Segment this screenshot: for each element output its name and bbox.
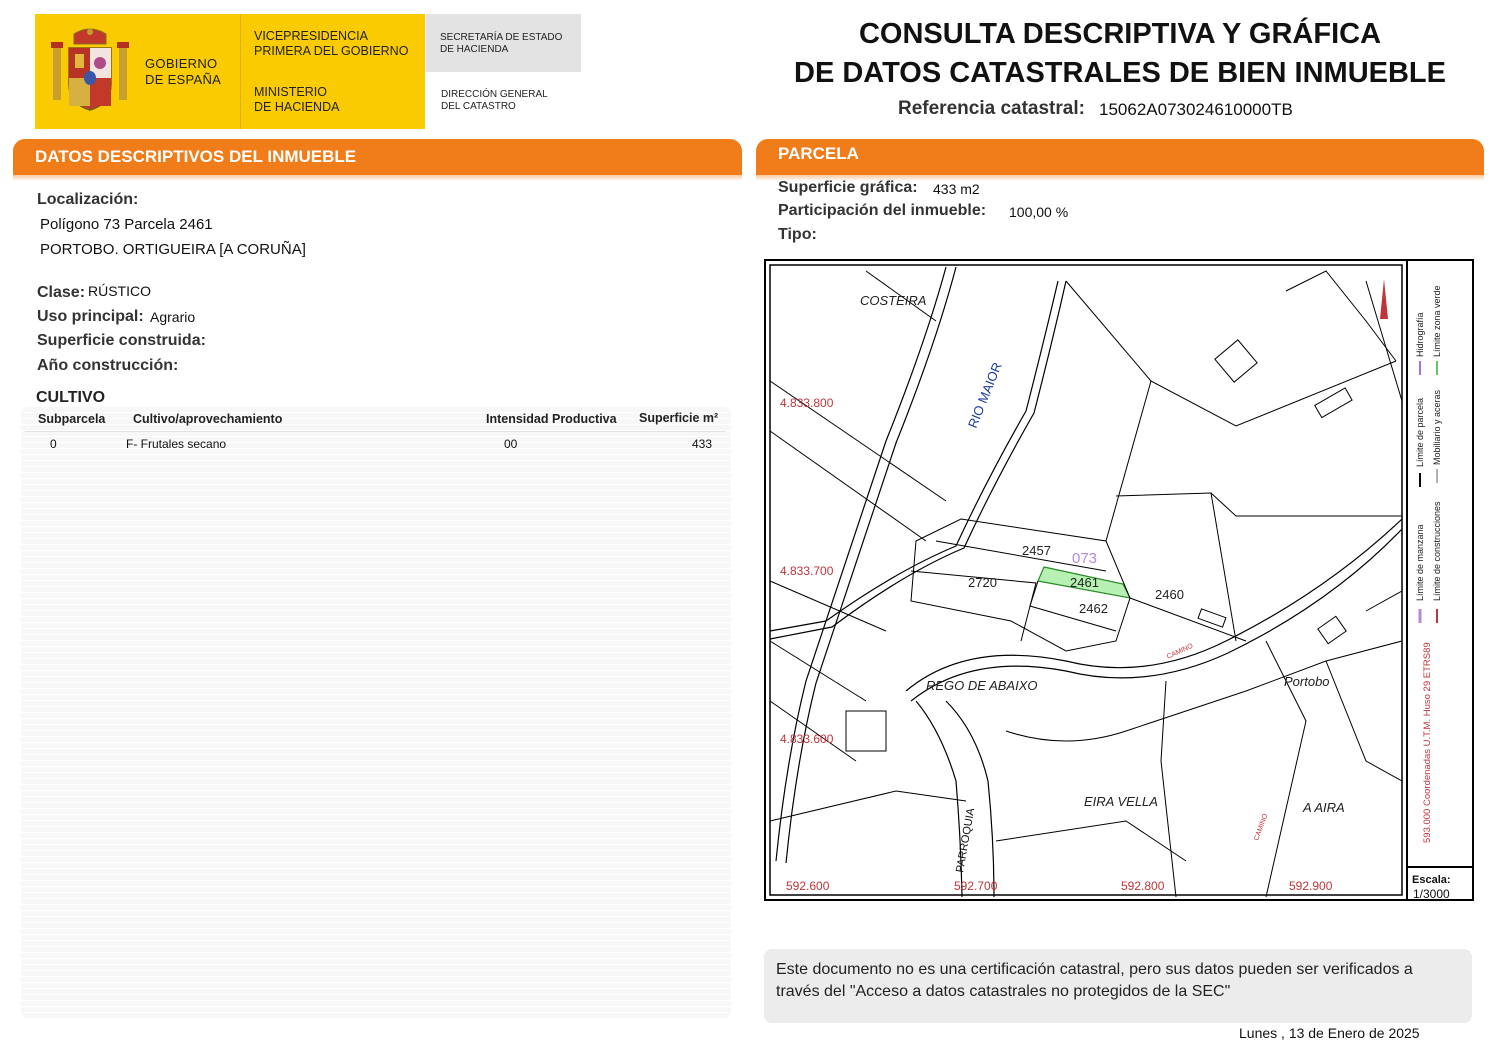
subparcel-header: Subparcela <box>38 412 106 426</box>
government-name: GOBIERNO DE ESPAÑA <box>145 56 222 87</box>
graphic-surface-value: 433 m2 <box>933 181 980 197</box>
secretary-label: SECRETARÍA DE ESTADO DE HACIENDA <box>440 32 563 55</box>
main-use-value: Agrario <box>150 309 196 325</box>
cadastral-reference-label: Referencia catastral: <box>898 98 1085 119</box>
participation-value: 100,00 % <box>1009 204 1069 220</box>
parcel-number: 2720 <box>968 575 997 590</box>
built-area-label: Superficie construida: <box>37 332 206 349</box>
ministry-label: MINISTERIO DE HACIENDA <box>254 85 340 114</box>
table-row-crop: F- Frutales secano <box>126 437 227 451</box>
river-label: RIO MAIOR <box>964 360 1005 431</box>
scale-value: 1/3000 <box>1413 887 1450 901</box>
class-value: RÚSTICO <box>88 283 151 299</box>
scale-label: Escala: <box>1412 874 1451 886</box>
location-label: Localización: <box>37 191 139 208</box>
table-row-surface: 433 <box>692 437 713 451</box>
descriptive-section-header: DATOS DESCRIPTIVOS DEL INMUEBLE <box>13 139 742 175</box>
y-coordinate-label: 4.833.700 <box>780 564 834 578</box>
surface-header: Superficie m² <box>639 411 719 425</box>
legend-label: Límite de parcela <box>1415 397 1425 467</box>
legend-label: Límite zona verde <box>1432 285 1442 357</box>
type-label: Tipo: <box>778 226 817 243</box>
place-label: COSTEIRA <box>860 293 927 308</box>
road-label: CAMINO <box>1253 812 1270 842</box>
construction-year-label: Año construcción: <box>37 357 179 374</box>
x-coordinate-label: 592.900 <box>1289 879 1333 893</box>
document-title: CONSULTA DESCRIPTIVA Y GRÁFICA DE DATOS CATASTRALES DE BIEN INMUEBLE <box>794 18 1446 89</box>
table-row-intensity: 00 <box>504 437 518 451</box>
north-arrow-icon <box>1380 279 1388 319</box>
legend-label: Mobiliario y aceras <box>1432 389 1442 465</box>
legend-label: Límite de construcciones <box>1432 501 1442 601</box>
main-use-label: Uso principal: <box>37 308 144 325</box>
map-legend <box>1406 261 1474 899</box>
legend-label: Límite de manzana <box>1415 524 1425 601</box>
x-coordinate-label: 592.700 <box>954 879 998 893</box>
directorate-label: DIRECCIÓN GENERAL DEL CATASTRO <box>441 89 548 112</box>
coordinate-system-label: 593.000 Coordenadas U.T.M. Huso 29 ETRS89 <box>1422 642 1433 843</box>
cultivation-title: CULTIVO <box>36 389 106 406</box>
x-coordinate-label: 592.600 <box>786 879 830 893</box>
place-label: REGO DE ABAIXO <box>926 678 1038 693</box>
road-label: CAMINO <box>1165 642 1195 661</box>
parcel-number: 2461 <box>1070 575 1099 590</box>
disclaimer-note: Este documento no es una certificación catastral, pero sus datos pueden ser verificados a través del "Acceso a datos catastrales no protegidos de la SEC" <box>764 949 1472 1023</box>
coat-of-arms-icon <box>49 26 131 114</box>
parcel-number: 2457 <box>1022 543 1051 558</box>
legend-label: Hidrografía <box>1415 312 1425 357</box>
parcel-section-header: PARCELA <box>756 139 1484 175</box>
legend-divider <box>1408 866 1474 868</box>
parcel-number: 2462 <box>1079 601 1108 616</box>
polygon-number: 073 <box>1072 550 1098 567</box>
header-divider <box>240 14 241 129</box>
table-row-subparcel: 0 <box>50 437 57 451</box>
y-coordinate-label: 4.833.800 <box>780 396 834 410</box>
document-date: Lunes , 13 de Enero de 2025 <box>1239 1025 1420 1041</box>
secretary-block <box>426 14 581 72</box>
map-drawing <box>766 261 1406 899</box>
location-line-1: Polígono 73 Parcela 2461 <box>40 216 213 233</box>
crop-header: Cultivo/aprovechamiento <box>133 412 283 426</box>
location-line-2: PORTOBO. ORTIGUEIRA [A CORUÑA] <box>40 241 306 258</box>
section-header-shadow <box>13 175 742 181</box>
cadastral-reference-value: 15062A073024610000TB <box>1099 100 1293 119</box>
cadastral-map[interactable] <box>764 259 1474 901</box>
road-label: PARROQUIA <box>954 807 978 874</box>
participation-label: Participación del inmueble: <box>778 202 987 219</box>
vice-presidency-label: VICEPRESIDENCIA PRIMERA DEL GOBIERNO <box>254 29 409 58</box>
parcel-number: 2460 <box>1155 587 1184 602</box>
x-coordinate-label: 592.800 <box>1121 879 1165 893</box>
government-logo-block <box>35 14 425 129</box>
class-label: Clase: <box>37 284 86 301</box>
intensity-header: Intensidad Productiva <box>486 412 617 426</box>
y-coordinate-label: 4.833.600 <box>780 732 834 746</box>
place-label: A AIRA <box>1303 800 1345 815</box>
place-label: EIRA VELLA <box>1084 794 1158 809</box>
legend-drawing <box>1408 261 1474 866</box>
place-label: Portobo <box>1284 674 1330 689</box>
graphic-surface-label: Superficie gráfica: <box>778 179 918 196</box>
cultivation-table <box>21 407 731 1019</box>
table-header-divider <box>25 431 725 432</box>
